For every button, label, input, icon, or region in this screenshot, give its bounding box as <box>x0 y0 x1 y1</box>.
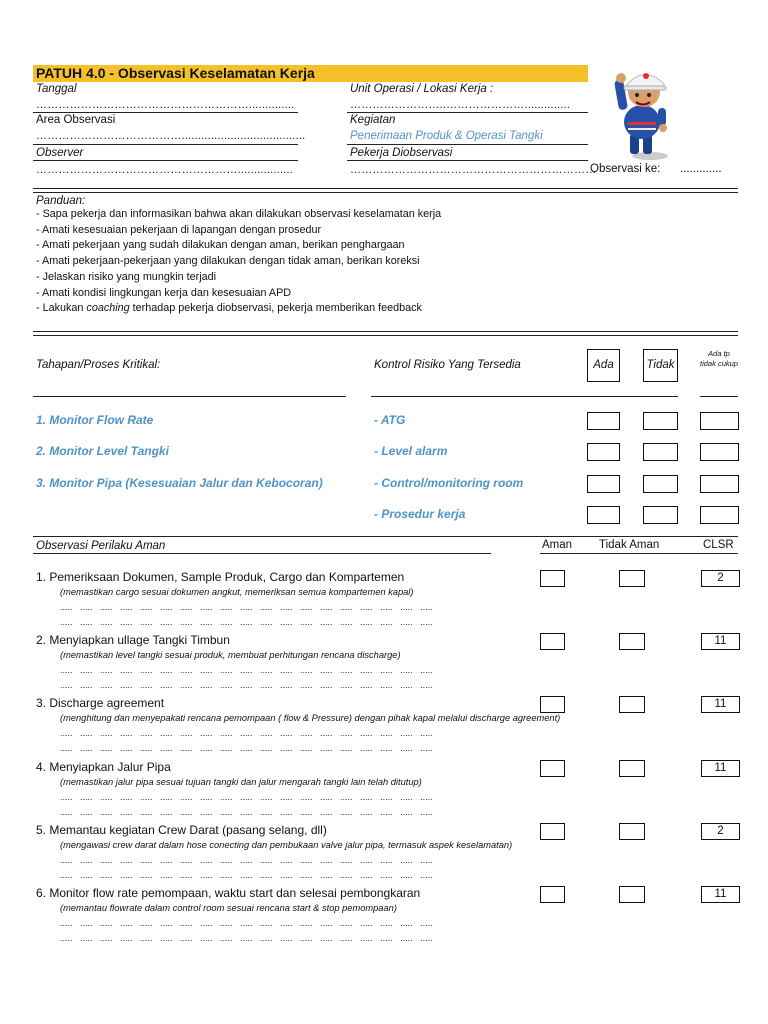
unit-operasi-field[interactable]: ……………………..………………….............. <box>350 99 571 111</box>
panduan-list <box>36 207 441 317</box>
critical-step: 3. Monitor Pipa (Kesesuaian Jalur dan Kebocoran) <box>36 476 323 490</box>
observation-notes-line[interactable]: ..... ..... ..... ..... ..... ..... ..... ..... ..... ..... ..... ..... ..... ..... ..... ..... ..... ..... ..... <box>60 680 433 690</box>
critical-step: 2. Monitor Level Tangki <box>36 444 169 458</box>
tahapan-label: Tahapan/Proses Kritikal: <box>36 359 161 371</box>
observation-notes-line[interactable]: ..... ..... ..... ..... ..... ..... ..... ..... ..... ..... ..... ..... ..... ..... ..... ..... ..... ..... ..... <box>60 870 433 880</box>
observation-note: (mengawasi crew darat dalam hose conecting dan pembukaan valve jalur pipa, termasuk aspek keselamatan) <box>60 840 513 850</box>
observasi-title: Observasi Perilaku Aman <box>36 540 166 552</box>
clsr-value: 2 <box>701 823 740 840</box>
panduan-item: - Amati pekerjaan yang sudah dilakukan dengan aman, berikan penghargaan <box>36 239 405 252</box>
tanggal-field[interactable]: ………………………………………………….............. <box>36 99 295 111</box>
kegiatan-value: Penerimaan Produk & Operasi Tangki <box>350 130 543 142</box>
control-item: - Prosedur kerja <box>374 507 466 521</box>
area-observasi-label: Area Observasi <box>36 114 116 126</box>
kontrol-label: Kontrol Risiko Yang Tersedia <box>374 359 521 371</box>
critical-step: 1. Monitor Flow Rate <box>36 413 154 427</box>
tidak-aman-checkbox[interactable] <box>619 570 645 587</box>
ada-tp-checkbox[interactable] <box>700 443 739 461</box>
control-item: - Level alarm <box>374 444 448 458</box>
observation-notes-line[interactable]: ..... ..... ..... ..... ..... ..... ..... ..... ..... ..... ..... ..... ..... ..... ..... ..... ..... ..... ..... <box>60 792 433 802</box>
tidak-label: Tidak <box>646 359 675 371</box>
ada-label: Ada <box>593 359 614 371</box>
observasi-ke-field[interactable]: ............. <box>680 163 722 175</box>
aman-checkbox[interactable] <box>540 633 565 650</box>
divider <box>33 188 738 193</box>
observation-question: 4. Menyiapkan Jalur Pipa <box>36 760 171 774</box>
divider <box>33 331 738 336</box>
observation-note: (memantau flowrate dalam control room sesuai rencana start & stop pemompaan) <box>60 903 397 913</box>
observation-notes-line[interactable]: ..... ..... ..... ..... ..... ..... ..... ..... ..... ..... ..... ..... ..... ..... ..... ..... ..... ..... ..... <box>60 807 433 817</box>
tidak-aman-checkbox[interactable] <box>619 760 645 777</box>
panduan-item: - Amati kondisi lingkungan kerja dan kesesuaian APD <box>36 286 292 299</box>
ada-checkbox[interactable] <box>587 475 620 493</box>
ada-tp-checkbox[interactable] <box>700 506 739 524</box>
observation-notes-line[interactable]: ..... ..... ..... ..... ..... ..... ..... ..... ..... ..... ..... ..... ..... ..... ..... ..... ..... ..... ..... <box>60 855 433 865</box>
observation-notes-line[interactable]: ..... ..... ..... ..... ..... ..... ..... ..... ..... ..... ..... ..... ..... ..... ..... ..... ..... ..... ..... <box>60 602 433 612</box>
observation-question: 2. Menyiapkan ullage Tangki Timbun <box>36 633 230 647</box>
control-item: - ATG <box>374 413 406 427</box>
ada-tp-label: Ada tp tidak cukup <box>700 349 738 368</box>
aman-checkbox[interactable] <box>540 823 565 840</box>
observation-note: (memastikan level tangki sesuai produk, membuat perhitungan rencana discharge) <box>60 650 401 660</box>
observation-question: 3. Discharge agreement <box>36 696 165 710</box>
tidak-header-box <box>643 349 678 382</box>
ada-checkbox[interactable] <box>587 443 620 461</box>
clsr-col-header: CLSR <box>703 539 734 551</box>
observation-notes-line[interactable]: ..... ..... ..... ..... ..... ..... ..... ..... ..... ..... ..... ..... ..... ..... ..... ..... ..... ..... ..... <box>60 617 433 627</box>
panduan-item: - Jelaskan risiko yang mungkin terjadi <box>36 270 217 283</box>
aman-checkbox[interactable] <box>540 886 565 903</box>
aman-checkbox[interactable] <box>540 696 565 713</box>
tidak-checkbox[interactable] <box>643 475 678 493</box>
aman-checkbox[interactable] <box>540 570 565 587</box>
unit-operasi-label: Unit Operasi / Lokasi Kerja : <box>350 83 494 95</box>
tidak-aman-checkbox[interactable] <box>619 696 645 713</box>
observation-notes-line[interactable]: ..... ..... ..... ..... ..... ..... ..... ..... ..... ..... ..... ..... ..... ..... ..... ..... ..... ..... ..... <box>60 743 433 753</box>
tidak-aman-checkbox[interactable] <box>619 633 645 650</box>
tidak-checkbox[interactable] <box>643 443 678 461</box>
panduan-item: - Amati pekerjaan-pekerjaan yang dilakukan dengan tidak aman, berikan koreksi <box>36 255 420 268</box>
ada-checkbox[interactable] <box>587 412 620 430</box>
observer-field[interactable]: ………………………………………………................. <box>36 164 293 176</box>
observation-note: (memastikan cargo sesuai dokumen angkut, memeriksan semua kompartemen kapal) <box>60 587 414 597</box>
clsr-value: 11 <box>701 760 740 777</box>
panduan-title: Panduan: <box>36 195 86 207</box>
observer-label: Observer <box>36 147 84 159</box>
tidak-aman-checkbox[interactable] <box>619 823 645 840</box>
ada-tp-checkbox[interactable] <box>700 475 739 493</box>
observasi-ke-label: Observasi ke: <box>590 163 661 175</box>
observation-notes-line[interactable]: ..... ..... ..... ..... ..... ..... ..... ..... ..... ..... ..... ..... ..... ..... ..... ..... ..... ..... ..... <box>60 933 433 943</box>
clsr-value: 11 <box>701 886 740 903</box>
aman-col-header: Aman <box>542 539 573 551</box>
mascot-worker-icon <box>610 62 684 162</box>
panduan-item: - Lakukan coaching terhadap pekerja diobservasi, pekerja memberikan feedback <box>36 302 422 315</box>
ada-header-box <box>587 349 620 382</box>
observation-notes-line[interactable]: ..... ..... ..... ..... ..... ..... ..... ..... ..... ..... ..... ..... ..... ..... ..... ..... ..... ..... ..... <box>60 665 433 675</box>
tidak-checkbox[interactable] <box>643 412 678 430</box>
page-title: PATUH 4.0 - Observasi Keselamatan Kerja <box>36 65 315 81</box>
pekerja-label: Pekerja Diobservasi <box>350 147 453 159</box>
observation-question: 1. Pemeriksaan Dokumen, Sample Produk, Cargo dan Kompartemen <box>36 570 405 584</box>
kegiatan-label: Kegiatan <box>350 114 396 126</box>
clsr-value: 11 <box>701 633 740 650</box>
clsr-value: 11 <box>701 696 740 713</box>
observation-question: 5. Memantau kegiatan Crew Darat (pasang selang, dll) <box>36 823 327 837</box>
aman-checkbox[interactable] <box>540 760 565 777</box>
ada-checkbox[interactable] <box>587 506 620 524</box>
clsr-value: 2 <box>701 570 740 587</box>
area-observasi-field[interactable]: …………………………………...................................... <box>36 130 306 142</box>
observation-notes-line[interactable]: ..... ..... ..... ..... ..... ..... ..... ..... ..... ..... ..... ..... ..... ..... ..... ..... ..... ..... ..... <box>60 918 433 928</box>
tidak-aman-col-header: Tidak Aman <box>599 539 660 551</box>
ada-tp-checkbox[interactable] <box>700 412 739 430</box>
control-item: - Control/monitoring room <box>374 476 524 490</box>
tidak-aman-checkbox[interactable] <box>619 886 645 903</box>
panduan-item: - Sapa pekerja dan informasikan bahwa akan dilakukan observasi keselamatan kerja <box>36 208 442 220</box>
tanggal-label: Tanggal <box>36 83 77 95</box>
observation-notes-line[interactable]: ..... ..... ..... ..... ..... ..... ..... ..... ..... ..... ..... ..... ..... ..... ..... ..... ..... ..... ..... <box>60 728 433 738</box>
observation-note: (menghitung dan menyepakati rencana pemompaan ( flow & Pressure) dengan pihak kapal melalui discharge agreement) <box>60 713 561 723</box>
observation-note: (memastikan jalur pipa sesuai tujuan tangki dan jalur mengarah tangki lain telah ditutup) <box>60 777 422 787</box>
tidak-checkbox[interactable] <box>643 506 678 524</box>
pekerja-field[interactable]: ………………………………………………………… <box>350 164 597 176</box>
panduan-item: - Amati kesesuaian pekerjaan di lapangan dengan prosedur <box>36 223 322 236</box>
observation-question: 6. Monitor flow rate pemompaan, waktu start dan selesai pembongkaran <box>36 886 421 900</box>
